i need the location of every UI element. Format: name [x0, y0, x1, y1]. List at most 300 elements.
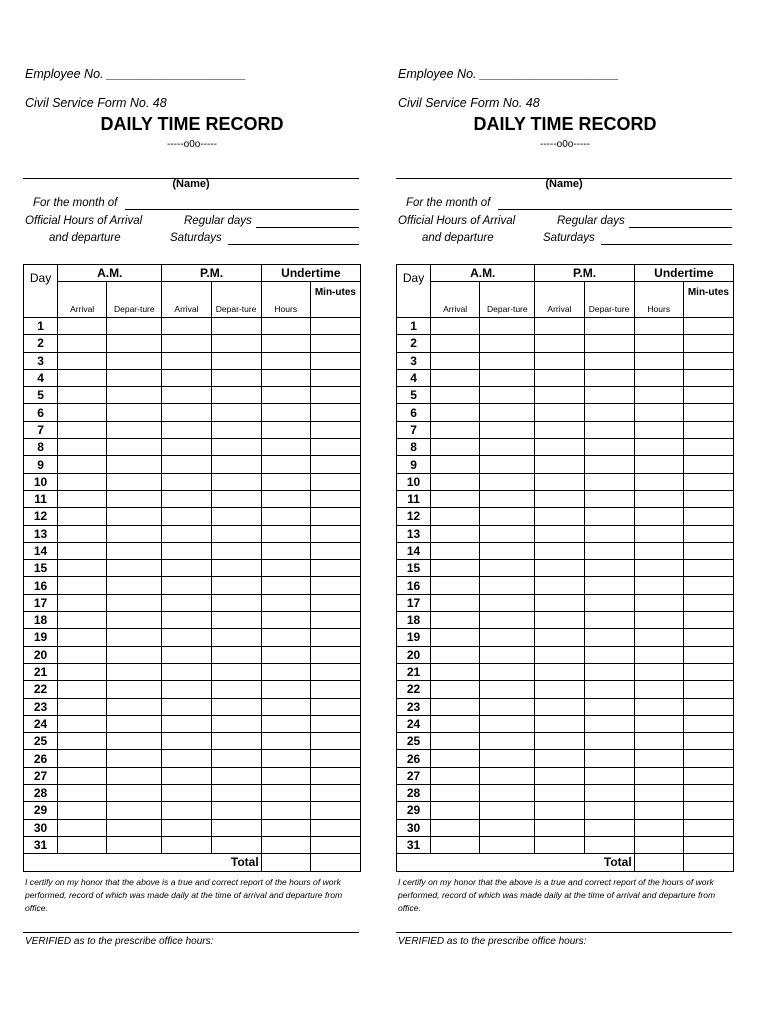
minutes-cell[interactable]: [310, 525, 360, 542]
hours-cell[interactable]: [634, 785, 683, 802]
pm-arrival-cell[interactable]: [535, 715, 584, 732]
hours-cell[interactable]: [634, 335, 683, 352]
minutes-cell[interactable]: [683, 542, 733, 559]
am-arrival-cell[interactable]: [431, 560, 480, 577]
pm-departure-cell[interactable]: [584, 767, 634, 784]
hours-cell[interactable]: [634, 560, 683, 577]
am-departure-cell[interactable]: [480, 490, 535, 507]
am-arrival-cell[interactable]: [431, 421, 480, 438]
hours-cell[interactable]: [261, 698, 310, 715]
pm-arrival-cell[interactable]: [535, 369, 584, 386]
pm-arrival-cell[interactable]: [535, 698, 584, 715]
pm-departure-cell[interactable]: [584, 439, 634, 456]
hours-cell[interactable]: [261, 750, 310, 767]
am-departure-cell[interactable]: [107, 785, 162, 802]
am-arrival-cell[interactable]: [58, 698, 107, 715]
am-arrival-cell[interactable]: [431, 646, 480, 663]
minutes-cell[interactable]: [683, 387, 733, 404]
pm-arrival-cell[interactable]: [535, 456, 584, 473]
pm-departure-cell[interactable]: [584, 473, 634, 490]
hours-cell[interactable]: [634, 473, 683, 490]
minutes-cell[interactable]: [683, 525, 733, 542]
am-departure-cell[interactable]: [480, 767, 535, 784]
am-arrival-cell[interactable]: [431, 750, 480, 767]
pm-departure-cell[interactable]: [584, 715, 634, 732]
am-departure-cell[interactable]: [480, 352, 535, 369]
pm-departure-cell[interactable]: [584, 819, 634, 836]
am-arrival-cell[interactable]: [431, 681, 480, 698]
pm-departure-cell[interactable]: [584, 612, 634, 629]
am-departure-cell[interactable]: [107, 439, 162, 456]
pm-arrival-cell[interactable]: [162, 577, 211, 594]
minutes-cell[interactable]: [683, 577, 733, 594]
hours-cell[interactable]: [261, 369, 310, 386]
total-hours-cell[interactable]: [261, 854, 310, 871]
pm-departure-cell[interactable]: [584, 508, 634, 525]
am-departure-cell[interactable]: [480, 663, 535, 680]
pm-arrival-cell[interactable]: [535, 490, 584, 507]
minutes-cell[interactable]: [683, 750, 733, 767]
am-arrival-cell[interactable]: [58, 594, 107, 611]
am-arrival-cell[interactable]: [58, 836, 107, 853]
am-departure-cell[interactable]: [107, 733, 162, 750]
pm-departure-cell[interactable]: [211, 439, 261, 456]
minutes-cell[interactable]: [310, 629, 360, 646]
pm-arrival-cell[interactable]: [535, 836, 584, 853]
pm-departure-cell[interactable]: [211, 525, 261, 542]
am-arrival-cell[interactable]: [58, 352, 107, 369]
hours-cell[interactable]: [261, 681, 310, 698]
pm-departure-cell[interactable]: [584, 421, 634, 438]
am-arrival-cell[interactable]: [431, 577, 480, 594]
am-departure-cell[interactable]: [480, 612, 535, 629]
pm-arrival-cell[interactable]: [162, 404, 211, 421]
minutes-cell[interactable]: [310, 767, 360, 784]
minutes-cell[interactable]: [310, 560, 360, 577]
pm-arrival-cell[interactable]: [162, 560, 211, 577]
minutes-cell[interactable]: [310, 404, 360, 421]
pm-arrival-cell[interactable]: [162, 785, 211, 802]
pm-departure-cell[interactable]: [584, 490, 634, 507]
hours-cell[interactable]: [634, 490, 683, 507]
pm-arrival-cell[interactable]: [162, 750, 211, 767]
pm-arrival-cell[interactable]: [535, 802, 584, 819]
am-departure-cell[interactable]: [107, 577, 162, 594]
am-departure-cell[interactable]: [107, 542, 162, 559]
hours-cell[interactable]: [261, 508, 310, 525]
am-departure-cell[interactable]: [107, 612, 162, 629]
hours-cell[interactable]: [261, 594, 310, 611]
am-departure-cell[interactable]: [107, 369, 162, 386]
pm-departure-cell[interactable]: [584, 750, 634, 767]
am-departure-cell[interactable]: [480, 560, 535, 577]
minutes-cell[interactable]: [683, 335, 733, 352]
pm-departure-cell[interactable]: [584, 733, 634, 750]
hours-cell[interactable]: [634, 715, 683, 732]
hours-cell[interactable]: [261, 439, 310, 456]
pm-departure-cell[interactable]: [211, 508, 261, 525]
hours-cell[interactable]: [261, 404, 310, 421]
minutes-cell[interactable]: [683, 473, 733, 490]
hours-cell[interactable]: [261, 473, 310, 490]
pm-arrival-cell[interactable]: [162, 542, 211, 559]
minutes-cell[interactable]: [310, 819, 360, 836]
am-departure-cell[interactable]: [107, 456, 162, 473]
am-departure-cell[interactable]: [480, 369, 535, 386]
am-arrival-cell[interactable]: [58, 439, 107, 456]
am-arrival-cell[interactable]: [58, 560, 107, 577]
pm-arrival-cell[interactable]: [535, 560, 584, 577]
am-arrival-cell[interactable]: [431, 490, 480, 507]
pm-arrival-cell[interactable]: [162, 612, 211, 629]
pm-departure-cell[interactable]: [211, 387, 261, 404]
am-departure-cell[interactable]: [480, 335, 535, 352]
pm-arrival-cell[interactable]: [162, 819, 211, 836]
pm-arrival-cell[interactable]: [162, 387, 211, 404]
am-arrival-cell[interactable]: [58, 681, 107, 698]
am-departure-cell[interactable]: [107, 335, 162, 352]
hours-cell[interactable]: [634, 318, 683, 335]
minutes-cell[interactable]: [683, 508, 733, 525]
pm-arrival-cell[interactable]: [162, 352, 211, 369]
pm-arrival-cell[interactable]: [535, 629, 584, 646]
minutes-cell[interactable]: [310, 836, 360, 853]
pm-arrival-cell[interactable]: [162, 318, 211, 335]
pm-arrival-cell[interactable]: [162, 508, 211, 525]
pm-departure-cell[interactable]: [584, 318, 634, 335]
pm-departure-cell[interactable]: [584, 629, 634, 646]
am-arrival-cell[interactable]: [58, 819, 107, 836]
am-arrival-cell[interactable]: [431, 318, 480, 335]
pm-departure-cell[interactable]: [211, 802, 261, 819]
minutes-cell[interactable]: [683, 681, 733, 698]
pm-arrival-cell[interactable]: [162, 715, 211, 732]
pm-departure-cell[interactable]: [211, 750, 261, 767]
pm-departure-cell[interactable]: [584, 335, 634, 352]
pm-departure-cell[interactable]: [211, 369, 261, 386]
hours-cell[interactable]: [261, 525, 310, 542]
hours-cell[interactable]: [634, 594, 683, 611]
pm-departure-cell[interactable]: [584, 836, 634, 853]
pm-departure-cell[interactable]: [211, 577, 261, 594]
am-arrival-cell[interactable]: [431, 785, 480, 802]
am-departure-cell[interactable]: [107, 560, 162, 577]
am-arrival-cell[interactable]: [58, 542, 107, 559]
minutes-cell[interactable]: [683, 733, 733, 750]
am-departure-cell[interactable]: [480, 681, 535, 698]
am-arrival-cell[interactable]: [58, 733, 107, 750]
hours-cell[interactable]: [634, 733, 683, 750]
hours-cell[interactable]: [634, 663, 683, 680]
hours-cell[interactable]: [634, 456, 683, 473]
am-departure-cell[interactable]: [480, 421, 535, 438]
hours-cell[interactable]: [634, 819, 683, 836]
pm-arrival-cell[interactable]: [162, 335, 211, 352]
pm-arrival-cell[interactable]: [535, 663, 584, 680]
minutes-cell[interactable]: [310, 698, 360, 715]
pm-arrival-cell[interactable]: [535, 473, 584, 490]
pm-departure-cell[interactable]: [211, 819, 261, 836]
am-departure-cell[interactable]: [107, 715, 162, 732]
pm-departure-cell[interactable]: [584, 681, 634, 698]
minutes-cell[interactable]: [683, 404, 733, 421]
am-arrival-cell[interactable]: [431, 802, 480, 819]
am-arrival-cell[interactable]: [431, 629, 480, 646]
hours-cell[interactable]: [261, 819, 310, 836]
pm-arrival-cell[interactable]: [535, 335, 584, 352]
am-departure-cell[interactable]: [107, 594, 162, 611]
hours-cell[interactable]: [634, 421, 683, 438]
hours-cell[interactable]: [261, 663, 310, 680]
pm-arrival-cell[interactable]: [162, 490, 211, 507]
am-departure-cell[interactable]: [107, 802, 162, 819]
minutes-cell[interactable]: [683, 594, 733, 611]
pm-departure-cell[interactable]: [211, 698, 261, 715]
hours-cell[interactable]: [261, 421, 310, 438]
pm-departure-cell[interactable]: [211, 318, 261, 335]
am-departure-cell[interactable]: [480, 404, 535, 421]
am-departure-cell[interactable]: [480, 439, 535, 456]
am-arrival-cell[interactable]: [58, 663, 107, 680]
am-arrival-cell[interactable]: [431, 698, 480, 715]
hours-cell[interactable]: [634, 750, 683, 767]
am-departure-cell[interactable]: [480, 318, 535, 335]
am-departure-cell[interactable]: [480, 542, 535, 559]
pm-departure-cell[interactable]: [584, 785, 634, 802]
pm-departure-cell[interactable]: [584, 456, 634, 473]
hours-cell[interactable]: [634, 836, 683, 853]
pm-arrival-cell[interactable]: [162, 836, 211, 853]
hours-cell[interactable]: [261, 352, 310, 369]
am-departure-cell[interactable]: [107, 646, 162, 663]
pm-arrival-cell[interactable]: [535, 750, 584, 767]
am-arrival-cell[interactable]: [58, 421, 107, 438]
hours-cell[interactable]: [261, 836, 310, 853]
minutes-cell[interactable]: [310, 646, 360, 663]
pm-departure-cell[interactable]: [211, 663, 261, 680]
am-arrival-cell[interactable]: [431, 836, 480, 853]
pm-arrival-cell[interactable]: [162, 733, 211, 750]
am-arrival-cell[interactable]: [58, 490, 107, 507]
am-arrival-cell[interactable]: [431, 508, 480, 525]
am-arrival-cell[interactable]: [431, 352, 480, 369]
am-arrival-cell[interactable]: [431, 819, 480, 836]
am-departure-cell[interactable]: [480, 456, 535, 473]
hours-cell[interactable]: [261, 733, 310, 750]
minutes-cell[interactable]: [310, 594, 360, 611]
pm-departure-cell[interactable]: [584, 352, 634, 369]
am-departure-cell[interactable]: [107, 318, 162, 335]
pm-arrival-cell[interactable]: [162, 594, 211, 611]
pm-departure-cell[interactable]: [211, 473, 261, 490]
am-departure-cell[interactable]: [107, 404, 162, 421]
pm-arrival-cell[interactable]: [162, 681, 211, 698]
am-arrival-cell[interactable]: [431, 715, 480, 732]
pm-arrival-cell[interactable]: [162, 698, 211, 715]
pm-arrival-cell[interactable]: [535, 767, 584, 784]
am-departure-cell[interactable]: [107, 421, 162, 438]
pm-departure-cell[interactable]: [211, 542, 261, 559]
am-departure-cell[interactable]: [107, 508, 162, 525]
am-departure-cell[interactable]: [107, 352, 162, 369]
am-departure-cell[interactable]: [107, 490, 162, 507]
hours-cell[interactable]: [261, 802, 310, 819]
hours-cell[interactable]: [634, 802, 683, 819]
am-arrival-cell[interactable]: [58, 612, 107, 629]
minutes-cell[interactable]: [310, 612, 360, 629]
pm-arrival-cell[interactable]: [162, 525, 211, 542]
am-departure-cell[interactable]: [107, 473, 162, 490]
minutes-cell[interactable]: [683, 836, 733, 853]
pm-arrival-cell[interactable]: [162, 439, 211, 456]
pm-departure-cell[interactable]: [211, 490, 261, 507]
hours-cell[interactable]: [261, 646, 310, 663]
pm-arrival-cell[interactable]: [535, 508, 584, 525]
am-arrival-cell[interactable]: [58, 508, 107, 525]
am-arrival-cell[interactable]: [58, 750, 107, 767]
am-arrival-cell[interactable]: [431, 663, 480, 680]
am-departure-cell[interactable]: [107, 629, 162, 646]
am-departure-cell[interactable]: [480, 836, 535, 853]
hours-cell[interactable]: [634, 681, 683, 698]
pm-arrival-cell[interactable]: [535, 785, 584, 802]
pm-arrival-cell[interactable]: [162, 646, 211, 663]
minutes-cell[interactable]: [683, 490, 733, 507]
hours-cell[interactable]: [634, 612, 683, 629]
am-arrival-cell[interactable]: [58, 473, 107, 490]
total-hours-cell[interactable]: [634, 854, 683, 871]
pm-departure-cell[interactable]: [211, 681, 261, 698]
am-arrival-cell[interactable]: [58, 404, 107, 421]
am-departure-cell[interactable]: [480, 802, 535, 819]
hours-cell[interactable]: [261, 335, 310, 352]
hours-cell[interactable]: [261, 715, 310, 732]
pm-departure-cell[interactable]: [584, 577, 634, 594]
minutes-cell[interactable]: [310, 352, 360, 369]
pm-departure-cell[interactable]: [584, 646, 634, 663]
hours-cell[interactable]: [261, 629, 310, 646]
hours-cell[interactable]: [261, 612, 310, 629]
hours-cell[interactable]: [634, 698, 683, 715]
am-arrival-cell[interactable]: [58, 456, 107, 473]
am-arrival-cell[interactable]: [431, 594, 480, 611]
minutes-cell[interactable]: [310, 318, 360, 335]
pm-departure-cell[interactable]: [584, 663, 634, 680]
hours-cell[interactable]: [634, 387, 683, 404]
minutes-cell[interactable]: [683, 785, 733, 802]
pm-arrival-cell[interactable]: [162, 767, 211, 784]
pm-departure-cell[interactable]: [211, 767, 261, 784]
am-departure-cell[interactable]: [107, 836, 162, 853]
am-arrival-cell[interactable]: [431, 525, 480, 542]
am-departure-cell[interactable]: [107, 819, 162, 836]
am-departure-cell[interactable]: [480, 785, 535, 802]
hours-cell[interactable]: [261, 560, 310, 577]
am-arrival-cell[interactable]: [431, 542, 480, 559]
minutes-cell[interactable]: [310, 439, 360, 456]
pm-departure-cell[interactable]: [211, 594, 261, 611]
hours-cell[interactable]: [634, 767, 683, 784]
hours-cell[interactable]: [634, 629, 683, 646]
hours-cell[interactable]: [634, 439, 683, 456]
minutes-cell[interactable]: [310, 733, 360, 750]
am-departure-cell[interactable]: [480, 733, 535, 750]
pm-arrival-cell[interactable]: [535, 404, 584, 421]
pm-departure-cell[interactable]: [584, 802, 634, 819]
total-minutes-cell[interactable]: [683, 854, 733, 871]
am-departure-cell[interactable]: [107, 698, 162, 715]
minutes-cell[interactable]: [310, 456, 360, 473]
minutes-cell[interactable]: [683, 439, 733, 456]
pm-departure-cell[interactable]: [584, 594, 634, 611]
am-arrival-cell[interactable]: [431, 456, 480, 473]
minutes-cell[interactable]: [310, 802, 360, 819]
minutes-cell[interactable]: [310, 508, 360, 525]
am-arrival-cell[interactable]: [58, 767, 107, 784]
minutes-cell[interactable]: [683, 352, 733, 369]
pm-departure-cell[interactable]: [211, 421, 261, 438]
minutes-cell[interactable]: [683, 318, 733, 335]
am-departure-cell[interactable]: [107, 681, 162, 698]
hours-cell[interactable]: [261, 387, 310, 404]
hours-cell[interactable]: [261, 456, 310, 473]
pm-arrival-cell[interactable]: [535, 594, 584, 611]
minutes-cell[interactable]: [310, 490, 360, 507]
pm-departure-cell[interactable]: [584, 698, 634, 715]
am-departure-cell[interactable]: [107, 750, 162, 767]
hours-cell[interactable]: [261, 490, 310, 507]
hours-cell[interactable]: [261, 318, 310, 335]
pm-departure-cell[interactable]: [584, 542, 634, 559]
am-arrival-cell[interactable]: [431, 767, 480, 784]
am-arrival-cell[interactable]: [431, 473, 480, 490]
minutes-cell[interactable]: [683, 715, 733, 732]
minutes-cell[interactable]: [310, 663, 360, 680]
am-arrival-cell[interactable]: [431, 369, 480, 386]
pm-arrival-cell[interactable]: [535, 542, 584, 559]
pm-arrival-cell[interactable]: [162, 629, 211, 646]
pm-arrival-cell[interactable]: [535, 681, 584, 698]
minutes-cell[interactable]: [310, 335, 360, 352]
hours-cell[interactable]: [261, 785, 310, 802]
pm-arrival-cell[interactable]: [535, 352, 584, 369]
am-departure-cell[interactable]: [480, 698, 535, 715]
minutes-cell[interactable]: [310, 577, 360, 594]
minutes-cell[interactable]: [310, 681, 360, 698]
minutes-cell[interactable]: [683, 560, 733, 577]
am-arrival-cell[interactable]: [58, 387, 107, 404]
minutes-cell[interactable]: [683, 369, 733, 386]
am-arrival-cell[interactable]: [431, 387, 480, 404]
am-arrival-cell[interactable]: [58, 715, 107, 732]
am-departure-cell[interactable]: [480, 525, 535, 542]
am-departure-cell[interactable]: [480, 594, 535, 611]
am-arrival-cell[interactable]: [431, 335, 480, 352]
pm-arrival-cell[interactable]: [535, 421, 584, 438]
pm-arrival-cell[interactable]: [162, 369, 211, 386]
hours-cell[interactable]: [634, 525, 683, 542]
am-departure-cell[interactable]: [480, 387, 535, 404]
pm-arrival-cell[interactable]: [162, 802, 211, 819]
am-departure-cell[interactable]: [480, 646, 535, 663]
pm-arrival-cell[interactable]: [535, 733, 584, 750]
pm-departure-cell[interactable]: [211, 612, 261, 629]
pm-arrival-cell[interactable]: [162, 421, 211, 438]
am-arrival-cell[interactable]: [58, 577, 107, 594]
minutes-cell[interactable]: [683, 646, 733, 663]
am-arrival-cell[interactable]: [58, 629, 107, 646]
pm-departure-cell[interactable]: [584, 525, 634, 542]
